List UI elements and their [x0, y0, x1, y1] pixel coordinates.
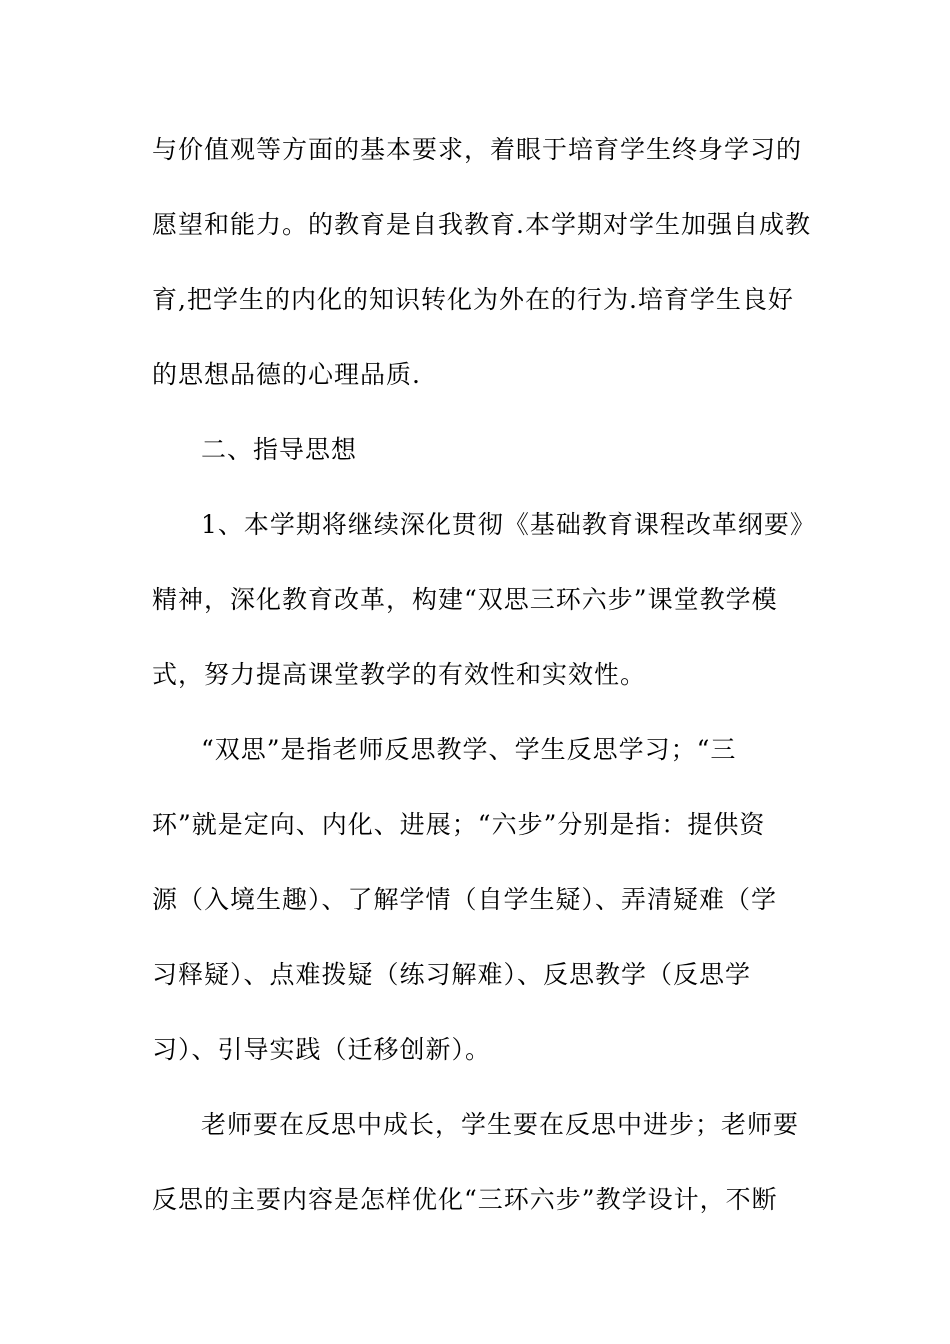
paragraph-line: 老师要在反思中成长，学生要在反思中进步；老师要	[201, 1110, 800, 1139]
paragraph-line: 反思的主要内容是怎样优化“三环六步”教学设计，不断	[152, 1185, 778, 1214]
paragraph-line: “双思”是指老师反思教学、学生反思学习；“三	[201, 735, 737, 764]
paragraph-line: 习释疑）、点难拨疑（练习解难）、反思教学（反思学	[152, 960, 752, 989]
paragraph-line: 精神，深化教育改革，构建“双思三环六步”课堂教学模	[152, 585, 778, 614]
paragraph-line: 育,把学生的内化的知识转化为外在的行为.培育学生良好	[152, 285, 794, 314]
paragraph-line: 式，努力提高课堂教学的有效性和实效性。	[152, 660, 647, 689]
paragraph-line: 习）、引导实践（迁移创新）。	[152, 1035, 492, 1064]
section-heading: 二、指导思想	[201, 435, 358, 464]
paragraph-line: 与价值观等方面的基本要求，着眼于培育学生终身学习的	[152, 135, 803, 164]
paragraph-line: 1、本学期将继续深化贯彻《基础教育课程改革纲要》	[201, 510, 816, 539]
paragraph-line: 的思想品德的心理品质.	[152, 360, 421, 389]
paragraph-line: 环”就是定向、内化、进展；“六步”分别是指：提供资	[152, 810, 766, 839]
paragraph-line: 愿望和能力。的教育是自我教育.本学期对学生加强自成教	[152, 210, 811, 239]
paragraph-line: 源（入境生趣）、了解学情（自学生疑）、弄清疑难（学	[152, 885, 778, 914]
